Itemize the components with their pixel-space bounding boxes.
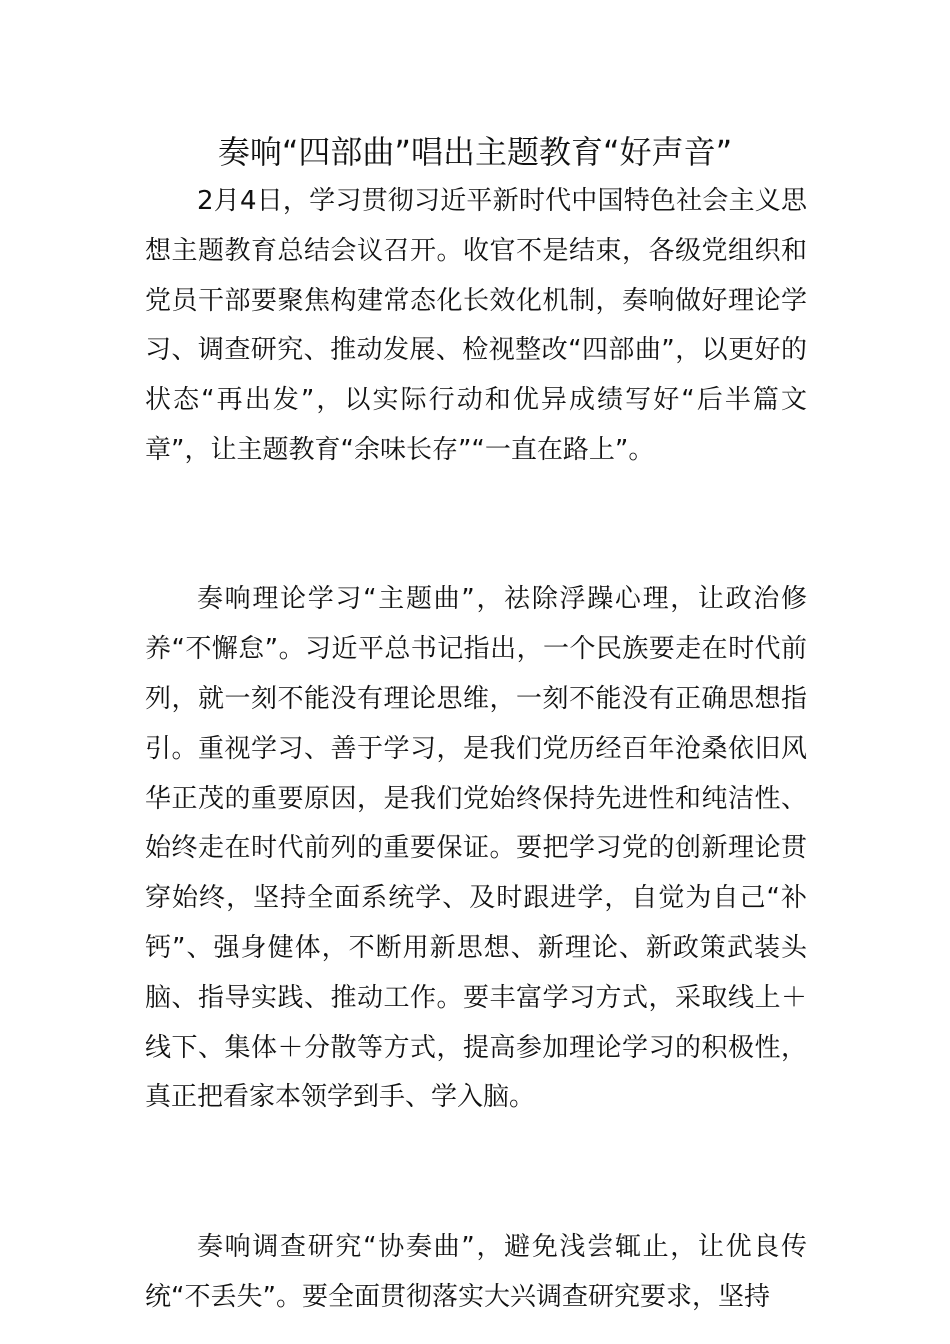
document-title: 奏响“四部曲”唱出主题教育“好声音” [217,133,733,171]
paragraph-spacer [145,476,807,576]
document-body [145,177,807,1322]
paragraph-investigation: 奏响调查研究“协奏曲”，避免浅尝辄止，让优良传统“不丢失”。要全面贯彻落实大兴调查研究要求，坚持 [145,1231,807,1312]
paragraph-spacer [145,1123,807,1223]
paragraph-intro: 2月4日，学习贯彻习近平新时代中国特色社会主义思想主题教育总结会议召开。收官不是结束，各级党组织和党员干部要聚焦构建常态化长效化机制，奏响做好理论学习、调查研究、推动发展、检视整改“四部曲”，以更好的状态“再出发”，以实际行动和优异成绩写好“后半篇文章”，让主题教育“余味长存”“一直在路上”。 [145,186,807,465]
paragraph-theory-study: 奏响理论学习“主题曲”，祛除浮躁心理，让政治修养“不懈怠”。习近平总书记指出，一个民族要走在时代前列，就一刻不能没有理论思维，一刻不能没有正确思想指引。重视学习、善于学习，是我们党历经百年沧桑依旧风华正茂的重要原因，是我们党始终保持先进性和纯洁性、始终走在时代前列的重要保证。要把学习党的创新理论贯穿始终，坚持全面系统学、及时跟进学，自觉为自己“补钙”、强身健体，不断用新思想、新理论、新政策武装头脑、指导实践、推动工作。要丰富学习方式，采取线上＋线下、集体＋分散等方式，提高参加理论学习的积极性，真正把看家本领学到手、学入脑。 [145,584,807,1113]
